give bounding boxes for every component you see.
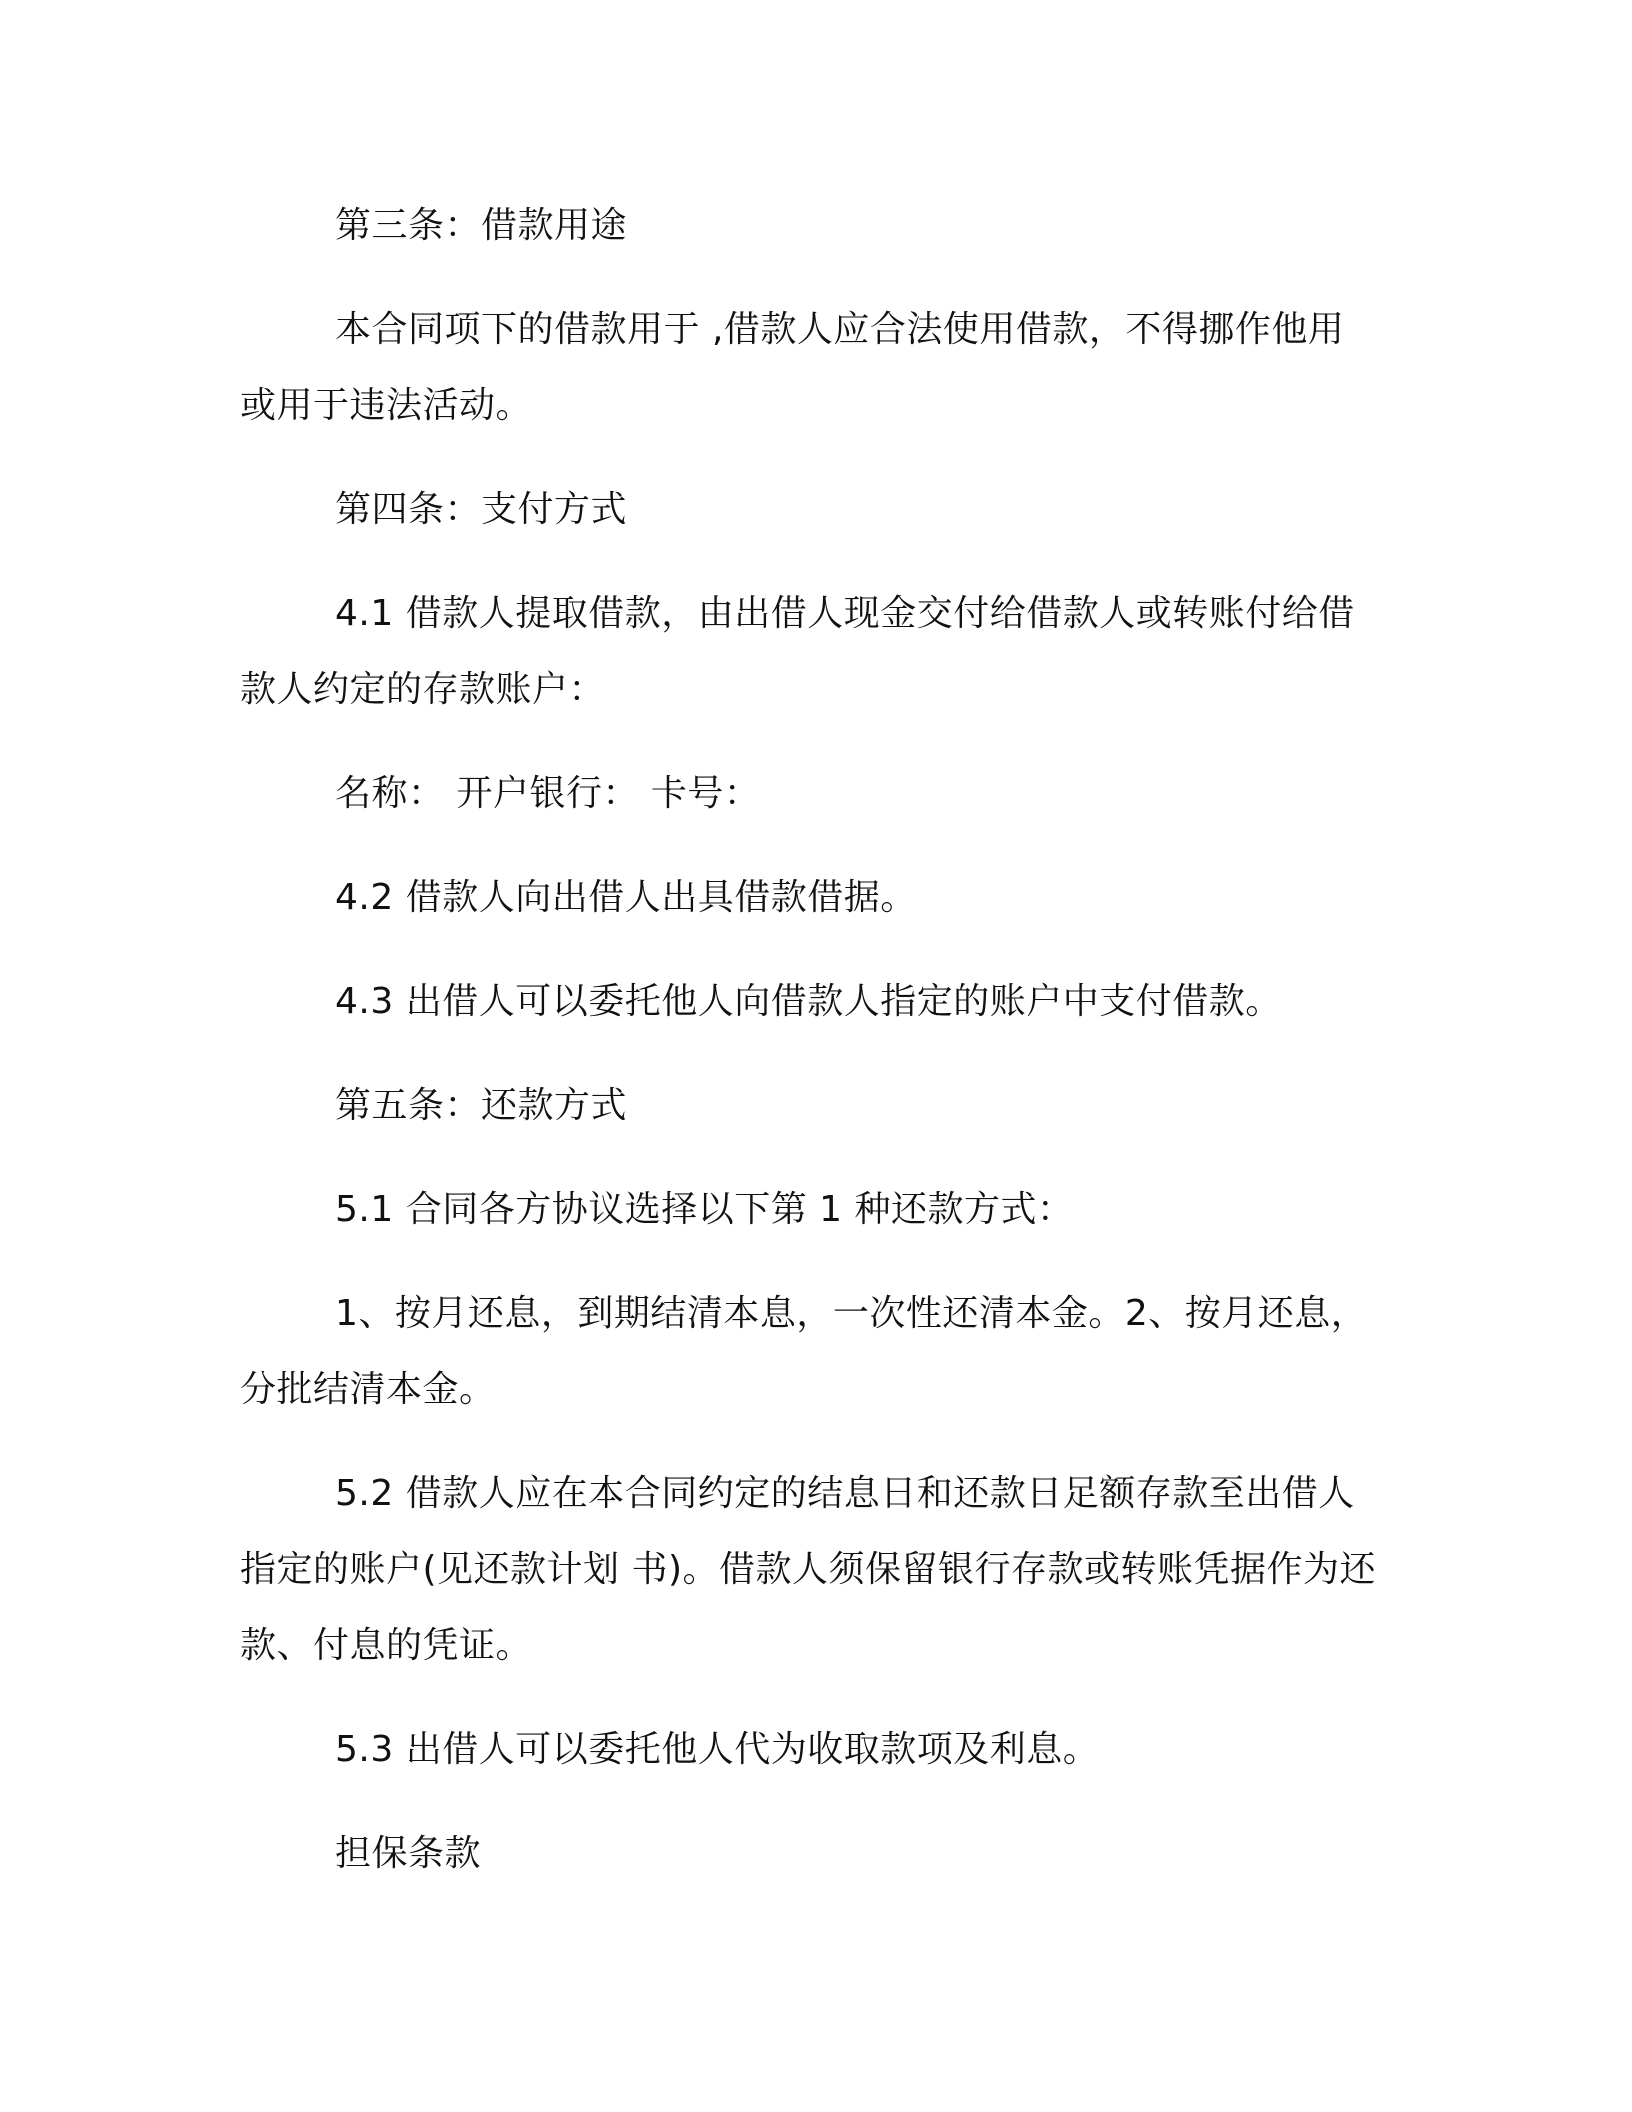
article-3-heading: 第三条：借款用途	[335, 205, 628, 246]
document-body	[240, 188, 1380, 1892]
clause-4-3: 4.3 出借人可以委托他人向借款人指定的账户中支付借款。	[335, 981, 1282, 1022]
clause-5-1: 5.1 合同各方协议选择以下第 1 种还款方式：	[335, 1189, 1074, 1230]
article-5-heading: 第五条：还款方式	[335, 1085, 628, 1126]
clause-4-2: 4.2 借款人向出借人出具借款借据。	[335, 877, 917, 918]
article-4-heading: 第四条：支付方式	[335, 489, 628, 530]
repayment-options: 1、按月还息，到期结清本息，一次性还清本金。2、按月还息，分批结清本金。	[240, 1293, 1368, 1410]
article-3-text: 本合同项下的借款用于 ,借款人应合法使用借款，不得挪作他用或用于违法活动。	[240, 309, 1345, 426]
account-fields: 名称： 开户银行： 卡号：	[335, 773, 761, 814]
guarantee-heading: 担保条款	[335, 1833, 482, 1874]
clause-4-1: 4.1 借款人提取借款，由出借人现金交付给借款人或转账付给借款人约定的存款账户：	[240, 593, 1355, 710]
clause-5-2: 5.2 借款人应在本合同约定的结息日和还款日足额存款至出借人指定的账户(见还款计划 书)。借款人须保留银行存款或转账凭据作为还款、付息的凭证。	[240, 1473, 1377, 1666]
clause-5-3: 5.3 出借人可以委托他人代为收取款项及利息。	[335, 1729, 1100, 1770]
